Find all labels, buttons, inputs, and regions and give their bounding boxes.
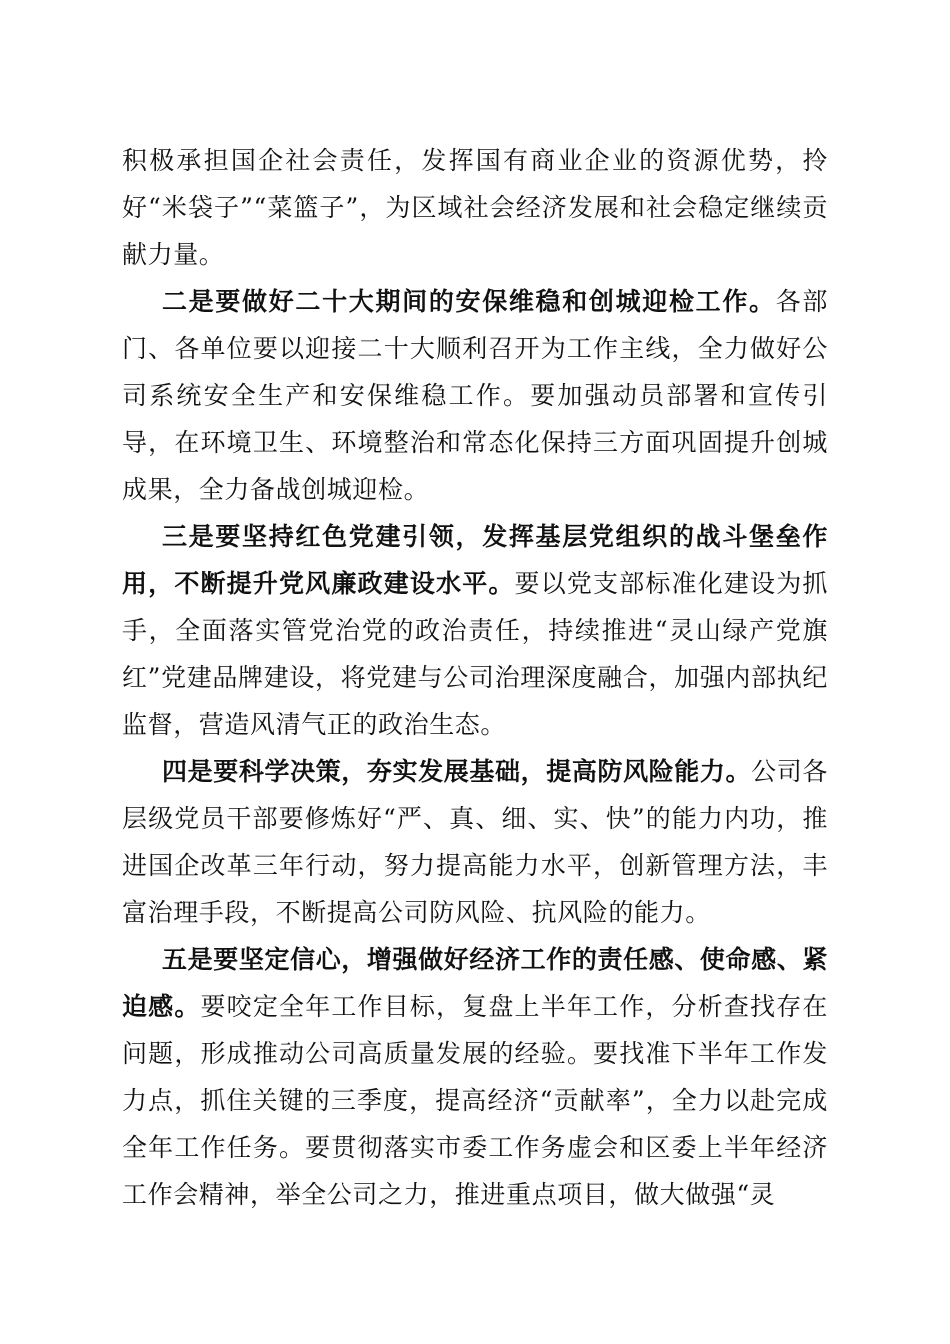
paragraph-2-lead: 二是要做好二十大期间的安保维稳和创城迎检工作。 <box>162 287 776 316</box>
paragraph-5 <box>122 936 828 1218</box>
paragraph-2 <box>122 278 828 513</box>
paragraph-1-text: 积极承担国企社会责任，发挥国有商业企业的资源优势，拎好“米袋子”“菜篮子”，为区域社会经济发展和社会稳定继续贡献力量。 <box>122 146 828 269</box>
paragraph-3-text: 要以党支部标准化建设为抓手，全面落实管党治党的政治责任，持续推进“灵山绿产党旗红”党建品牌建设，将党建与公司治理深度融合，加强内部执纪监督，营造风清气正的政治生态。 <box>122 569 828 739</box>
paragraph-1 <box>122 137 828 278</box>
paragraph-4 <box>122 748 828 936</box>
paragraph-3 <box>122 513 828 748</box>
paragraph-5-lead: 五是要坚定信心，增强做好经济工作的责任感、使命感、紧迫感。 <box>122 945 828 1021</box>
paragraph-3-lead: 三是要坚持红色党建引领，发挥基层党组织的战斗堡垒作用，不断提升党风廉政建设水平。 <box>122 522 828 598</box>
paragraph-2-text: 各部门、各单位要以迎接二十大顺利召开为工作主线，全力做好公司系统安全生产和安保维稳工作。要加强动员部署和宣传引导，在环境卫生、环境整治和常态化保持三方面巩固提升创城成果，全力备战创城迎检。 <box>122 287 829 504</box>
paragraph-4-text: 公司各层级党员干部要修炼好“严、真、细、实、快”的能力内功，推进国企改革三年行动，努力提高能力水平，创新管理方法，丰富治理手段，不断提高公司防风险、抗风险的能力。 <box>122 757 828 927</box>
document-body <box>122 137 828 1218</box>
paragraph-5-text: 要咬定全年工作目标，复盘上半年工作，分析查找存在问题，形成推动公司高质量发展的经验。要找准下半年工作发力点，抓住关键的三季度，提高经济“贡献率”，全力以赴完成全年工作任务。要贯彻落实市委工作务虚会和区委上半年经济工作会精神，举全公司之力，推进重点项目，做大做强“灵 <box>122 992 828 1209</box>
paragraph-4-lead: 四是要科学决策，夯实发展基础，提高防风险能力。 <box>162 757 752 786</box>
